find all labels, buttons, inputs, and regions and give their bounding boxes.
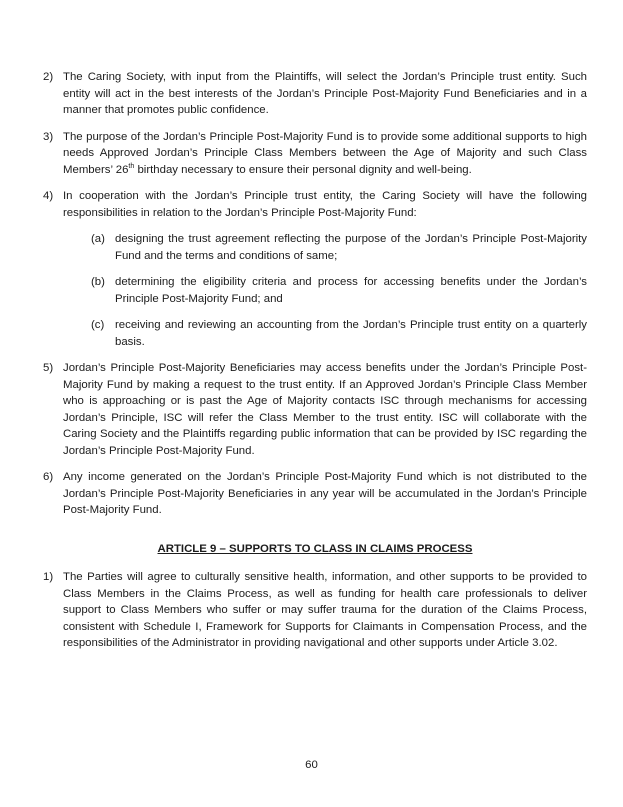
subitem-text: designing the trust agreement reflecting the purpose of the Jordan’s Principle Post-Majority Fund and the terms and conditions of same; — [115, 233, 587, 262]
subitem-marker: (c) — [91, 319, 105, 331]
item-text: The Parties will agree to culturally sensitive health, information, and other supports to be provided to Class Members in the Claims Process, as well as funding for health care professionals to deliver support to Class Members who suffer or may suffer trauma for the duration of the Claims Process, consistent with Schedule I, Framework for Supports for Claimants in Compensation Process, and the responsibilities of the Administrator in providing navigational and other supports under Article 3.02. — [63, 571, 587, 649]
subitem-text: receiving and reviewing an accounting from the Jordan’s Principle trust entity on a quarterly basis. — [115, 319, 587, 348]
item-text: birthday necessary to ensure their personal dignity and well-being. — [134, 163, 472, 176]
item-text: Jordan’s Principle Post-Majority Beneficiaries may access benefits under the Jordan’s Principle Post-Majority Fund by making a request to the trust entity. If an Approved Jordan’s Principle Class Member who is approaching or is past the Age of Majority contacts ISC through mechanisms for accessing Jordan’s Principle, ISC will refer the Class Member to the trust entity. ISC will collaborate with the Caring Society and the Plaintiffs regarding public information that can be provided by ISC regarding the Jordan’s Principle Post-Majority Fund. — [63, 362, 587, 457]
lettered-subitem-b — [91, 274, 587, 307]
item-marker: 4) — [43, 190, 54, 202]
subitem-marker: (b) — [91, 276, 105, 288]
lettered-subitem-a — [91, 231, 587, 264]
item-marker: 5) — [43, 362, 54, 374]
page-number: 60 — [305, 759, 318, 771]
ordinal-superscript: th — [128, 162, 135, 170]
item-marker: 1) — [43, 571, 54, 583]
item-text: The purpose of the Jordan’s Principle Post-Majority Fund is to provide some additional supports to high needs Approved Jordan’s Principle Class Members between the Age of Majority and such Class Members’ 26 — [63, 130, 587, 176]
item-marker: 3) — [43, 130, 54, 143]
subitem-text: determining the eligibility criteria and process for accessing benefits under the Jordan’s Principle Post-Majority Fund; and — [115, 276, 587, 305]
numbered-item-3 — [43, 129, 587, 179]
lettered-subitem-c — [91, 317, 587, 350]
subitem-marker: (a) — [91, 233, 105, 245]
item-text: The Caring Society, with input from the Plaintiffs, will select the Jordan’s Principle trust entity. Such entity will act in the best interests of the Jordan’s Principle Post-Majority Fund Beneficiaries and in a manner that promotes public confidence. — [63, 71, 587, 116]
item-text: Any income generated on the Jordan’s Principle Post-Majority Fund which is not distributed to the Jordan’s Principle Post-Majority Beneficiaries in any year will be accumulated in the Jordan’s Principle Post-Majority Fund. — [63, 471, 587, 516]
page-content — [43, 69, 587, 662]
article-9-heading — [43, 541, 587, 558]
numbered-item-2 — [43, 69, 587, 119]
article-9-item-1 — [43, 569, 587, 652]
numbered-item-5 — [43, 360, 587, 459]
item-marker: 6) — [43, 471, 54, 483]
numbered-item-4 — [43, 188, 587, 221]
item-text: In cooperation with the Jordan’s Principle trust entity, the Caring Society will have the following responsibilities in relation to the Jordan’s Principle Post-Majority Fund: — [63, 190, 587, 219]
article-9-heading-text: ARTICLE 9 – SUPPORTS TO CLASS IN CLAIMS PROCESS — [157, 542, 473, 555]
item-marker: 2) — [43, 71, 54, 83]
numbered-item-6 — [43, 469, 587, 519]
